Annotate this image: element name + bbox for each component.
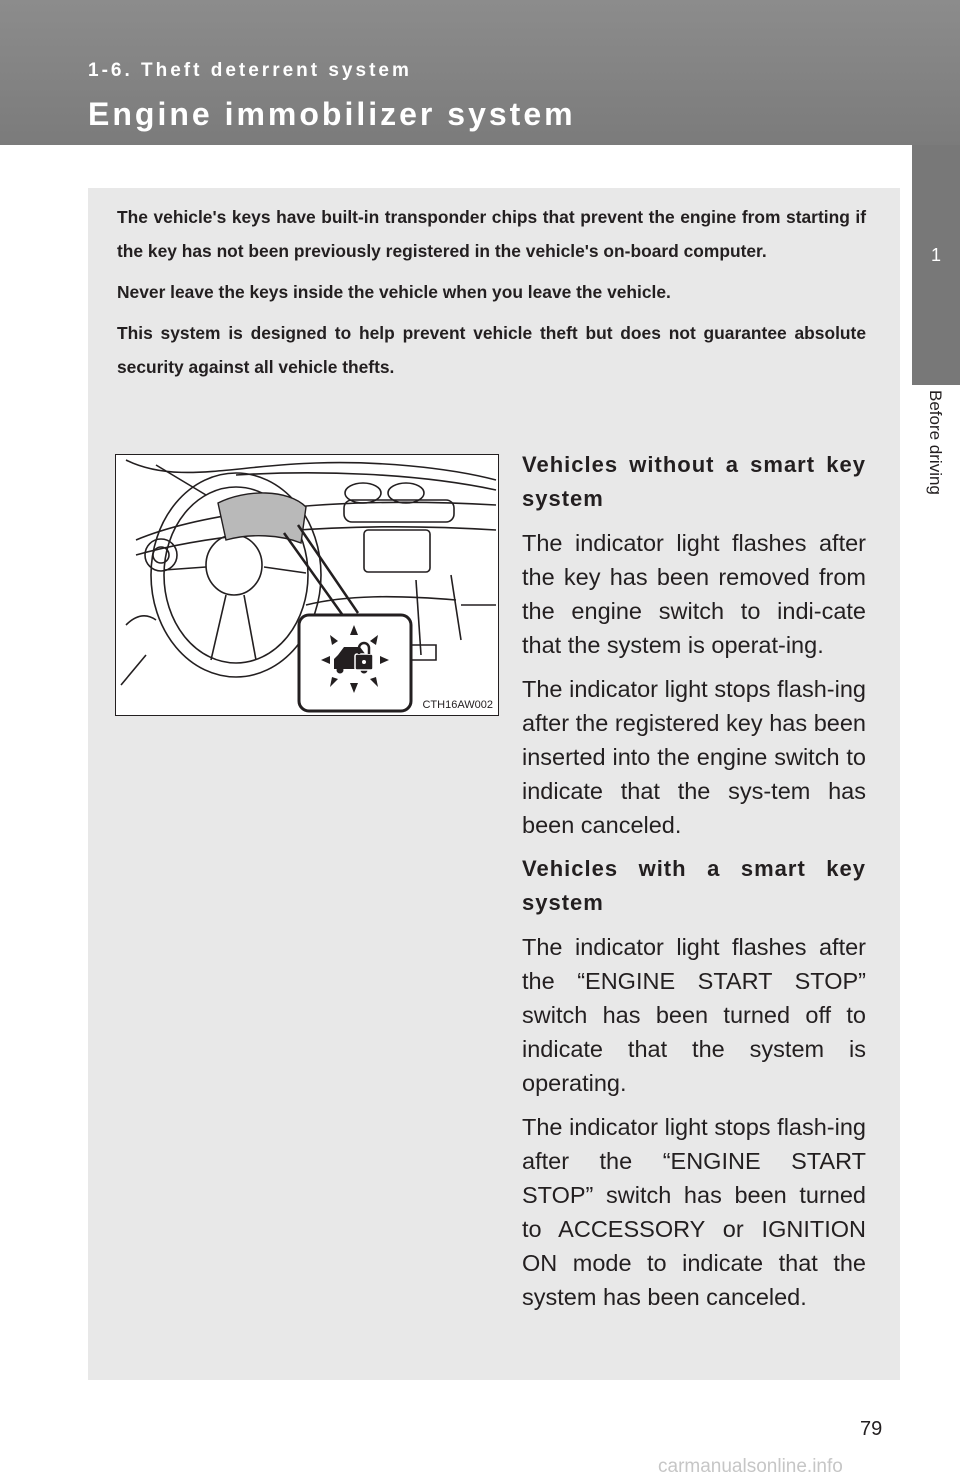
intro-paragraph: Never leave the keys inside the vehicle when you leave the vehicle. bbox=[117, 282, 671, 302]
page-number: 79 bbox=[860, 1418, 883, 1440]
without-smart-key-heading: Vehicles without a smart key system bbox=[522, 452, 866, 511]
intro-paragraph: This system is designed to help prevent vehicle theft but does not guarantee absolute security against all vehicle thefts. bbox=[117, 323, 866, 377]
dashboard-illustration bbox=[115, 454, 499, 716]
section-label: 1-6. Theft deterrent system bbox=[88, 60, 412, 81]
intro-block bbox=[117, 200, 866, 391]
with-smart-key-paragraph: The indicator light flashes after the “ENGINE START STOP” switch has been turned off to indicate that the system is operating. bbox=[522, 934, 866, 1096]
intro-paragraph: The vehicle's keys have built-in transponder chips that prevent the engine from starting if the key has not been previously registered in the vehicle's on-board computer. bbox=[117, 207, 866, 261]
figure-code: CTH16AW002 bbox=[422, 699, 493, 711]
page-title: Engine immobilizer system bbox=[88, 96, 576, 132]
watermark: carmanualsonline.info bbox=[658, 1456, 843, 1477]
with-smart-key-heading: Vehicles with a smart key system bbox=[522, 856, 866, 915]
description-column bbox=[522, 448, 866, 1324]
chapter-label: Before driving bbox=[926, 390, 945, 495]
without-smart-key-paragraph: The indicator light stops flash-ing after the registered key has been inserted into the engine switch to indicate that the sys-tem has been canceled. bbox=[522, 676, 866, 838]
dashboard-drawing bbox=[116, 455, 498, 715]
without-smart-key-paragraph: The indicator light flashes after the key has been removed from the engine switch to indi-cate that the system is operat-ing. bbox=[522, 530, 866, 658]
with-smart-key-paragraph: The indicator light stops flash-ing after the “ENGINE START STOP” switch has been turned to ACCESSORY or IGNITION ON mode to indicate that the system has been canceled. bbox=[522, 1114, 866, 1310]
chapter-number: 1 bbox=[930, 245, 941, 265]
